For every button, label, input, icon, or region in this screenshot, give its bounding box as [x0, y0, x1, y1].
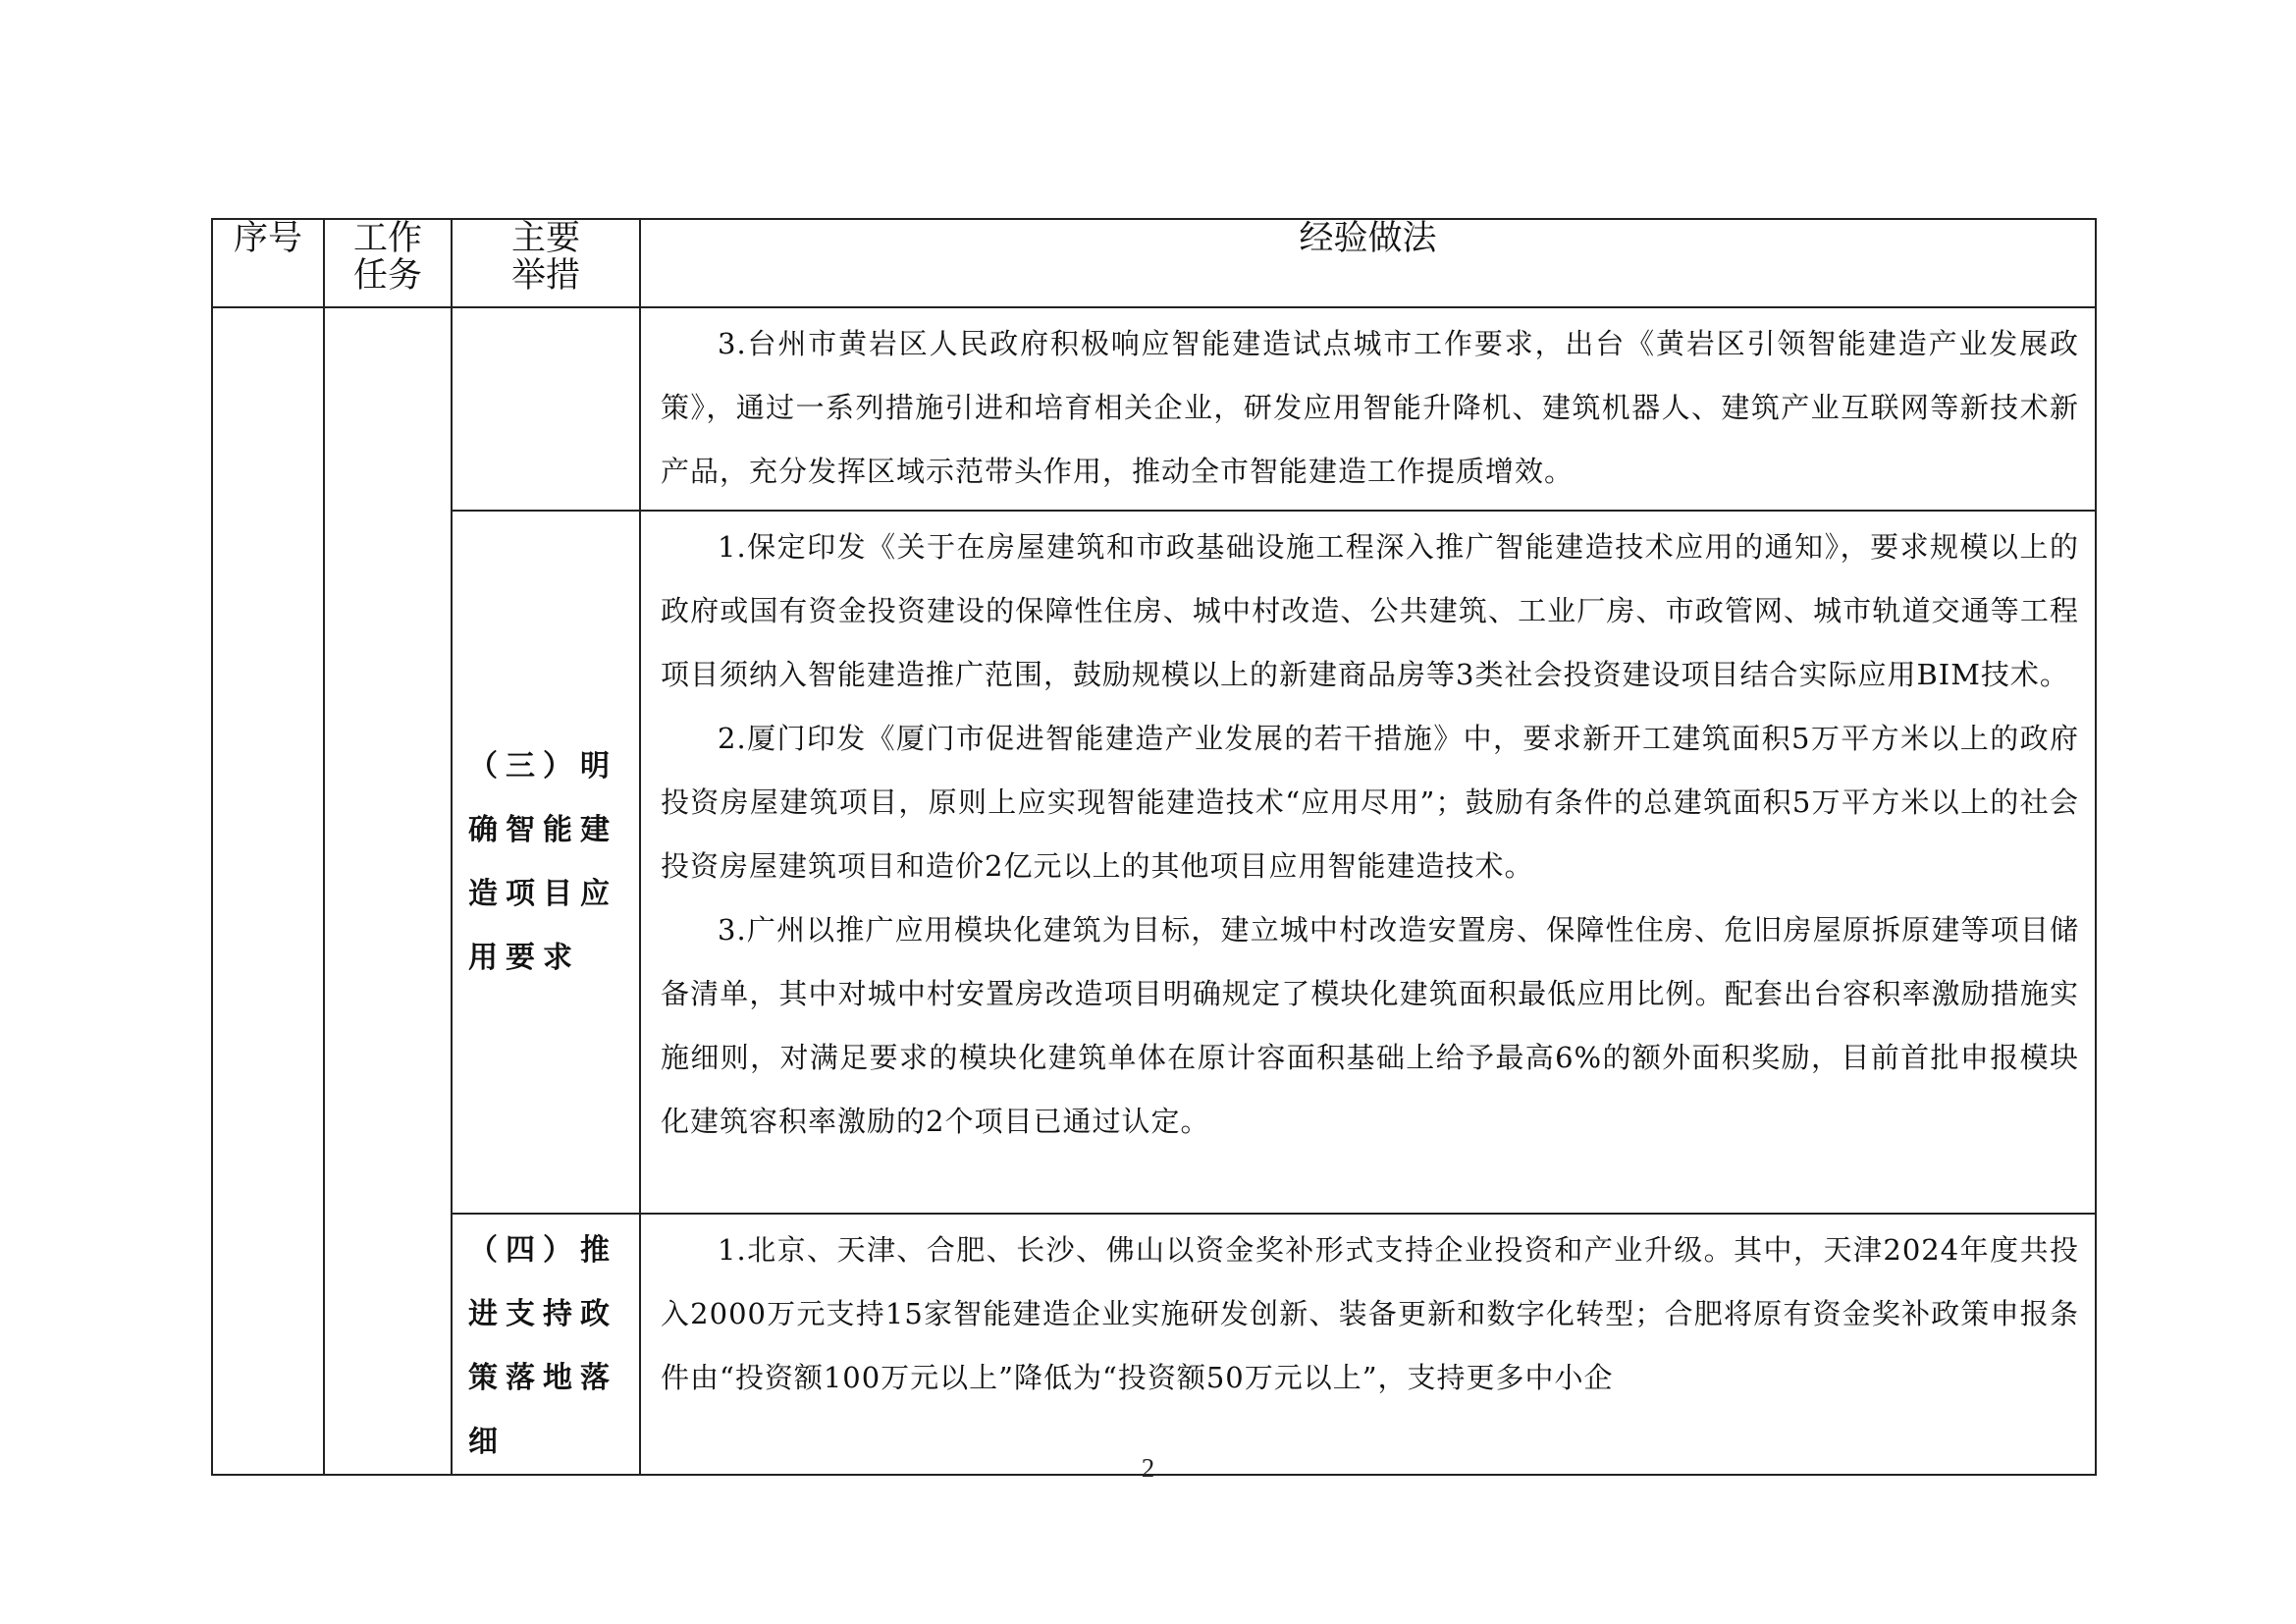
- header-seq: 序号: [212, 219, 324, 307]
- experience-paragraph: 3.广州以推广应用模块化建筑为目标，建立城中村改造安置房、保障性住房、危旧房屋原拆原建等项目储备清单，其中对城中村安置房改造项目明确规定了模块化建筑面积最低应用比例。配套出台容积率激励措施实施细则，对满足要求的模块化建筑单体在原计容面积基础上给予最高6%的额外面积奖励，目前首批申报模块化建筑容积率激励的2个项目已通过认定。: [661, 913, 2079, 1138]
- header-measure: [452, 219, 640, 307]
- experience-cell: [640, 511, 2096, 1214]
- experience-cell: [640, 307, 2096, 511]
- header-task: [324, 219, 452, 307]
- experience-paragraph: 3.台州市黄岩区人民政府积极响应智能建造试点城市工作要求，出台《黄岩区引领智能建造产业发展政策》，通过一系列措施引进和培育相关企业，研发应用智能升降机、建筑机器人、建筑产业互联网等新技术新产品，充分发挥区域示范带头作用，推动全市智能建造工作提质增效。: [661, 327, 2079, 488]
- header-task-line2: 任务: [352, 256, 422, 296]
- experience-table: [211, 218, 2097, 1476]
- table-row: [212, 511, 2096, 1214]
- header-task-line1: 工作: [352, 219, 422, 258]
- measure-cell-support-policies: （四）推进支持政策落地落细: [452, 1214, 640, 1475]
- header-measure-line1: 主要: [510, 219, 580, 258]
- header-experience: 经验做法: [640, 219, 2096, 307]
- seq-cell: [212, 307, 324, 1475]
- experience-paragraph: 2.厦门印发《厦门市促进智能建造产业发展的若干措施》中，要求新开工建筑面积5万平方米以上的政府投资房屋建筑项目，原则上应实现智能建造技术“应用尽用”；鼓励有条件的总建筑面积5万平方米以上的社会投资房屋建筑项目和造价2亿元以上的其他项目应用智能建造技术。: [661, 722, 2079, 883]
- task-cell: [324, 307, 452, 1475]
- header-measure-line2: 举措: [510, 256, 580, 296]
- measure-cell-clarify-requirements: （三）明确智能建造项目应用要求: [452, 511, 640, 1214]
- table-row: [212, 1214, 2096, 1475]
- table-row: [212, 307, 2096, 511]
- page-number: 2: [1141, 1453, 1155, 1483]
- measure-cell-empty: [452, 307, 640, 511]
- experience-paragraph: 1.北京、天津、合肥、长沙、佛山以资金奖补形式支持企业投资和产业升级。其中，天津2024年度共投入2000万元支持15家智能建造企业实施研发创新、装备更新和数字化转型；合肥将原有资金奖补政策申报条件由“投资额100万元以上”降低为“投资额50万元以上”，支持更多中小企: [661, 1233, 2079, 1394]
- experience-paragraph: 1.保定印发《关于在房屋建筑和市政基础设施工程深入推广智能建造技术应用的通知》，要求规模以上的政府或国有资金投资建设的保障性住房、城中村改造、公共建筑、工业厂房、市政管网、城市轨道交通等工程项目须纳入智能建造推广范围，鼓励规模以上的新建商品房等3类社会投资建设项目结合实际应用BIM技术。: [661, 530, 2079, 691]
- experience-cell: [640, 1214, 2096, 1475]
- table-header-row: [212, 219, 2096, 307]
